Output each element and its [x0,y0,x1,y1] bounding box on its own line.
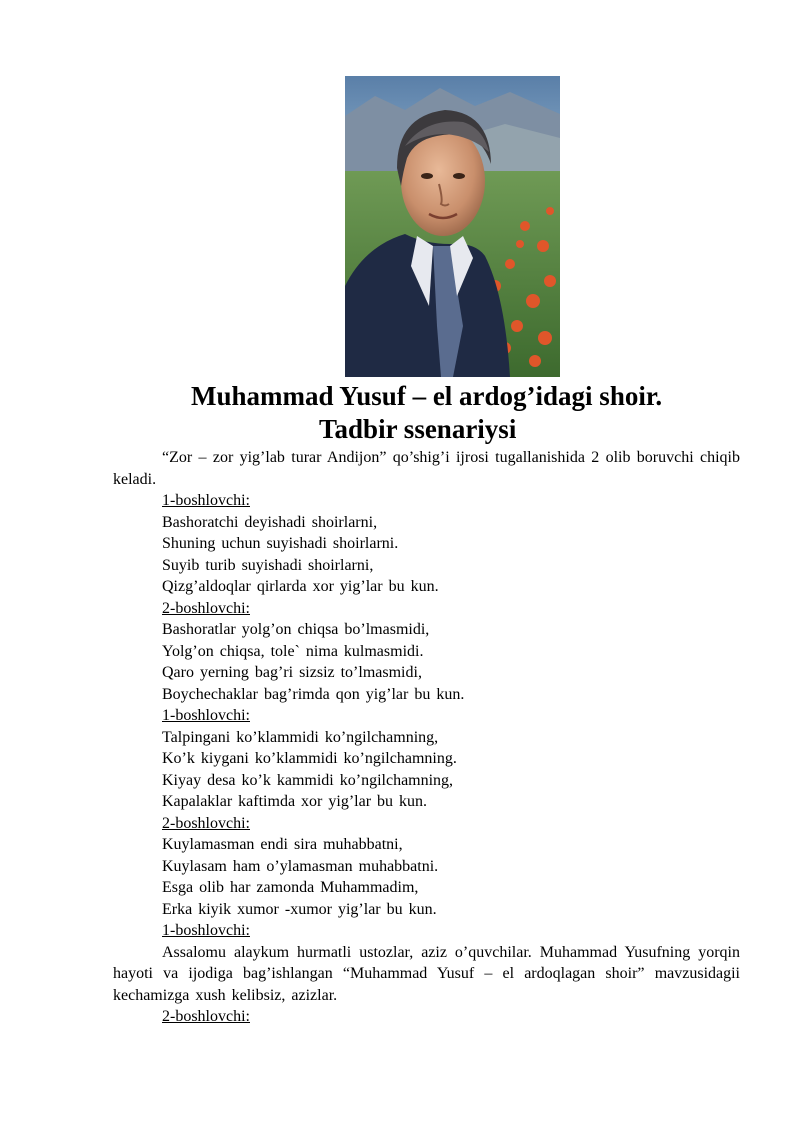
verse-line: Qaro yerning bag’ri sizsiz to’lmasmidi, [162,664,422,681]
speaker-label: 2-boshlovchi: [162,1008,250,1025]
verse-line: Kuylamasman endi sira muhabbatni, [162,836,403,853]
script-body [113,447,740,1028]
portrait-photo [345,76,560,377]
title-line-2: Tadbir ssenariysi [319,414,517,444]
speaker-label: 2-boshlovchi: [162,814,250,832]
speaker-label: 1-boshlovchi: [162,707,250,724]
verse-line: Boychechaklar bag’rimda qon yig’lar bu kun. [162,685,465,703]
speaker-label: 2-boshlovchi: [162,599,250,617]
verse-line: Qizg’aldoqlar qirlarda xor yig’lar bu kun. [162,578,439,595]
title-line-1: Muhammad Yusuf – el ardog’idagi shoir. [191,381,663,411]
speaker-label: 1-boshlovchi: [162,492,250,509]
verse-line: Ko’k kiygani ko’klammidi ko’ngilchamning. [162,750,457,767]
verse-line: Bashoratchi deyishadi shoirlarni, [162,513,378,531]
verse-line: Esga olib har zamonda Muhammadim, [162,879,419,896]
portrait-icon [345,76,560,377]
verse-line: Talpingani ko’klammidi ko’ngilchamning, [162,728,439,746]
verse-line: Bashoratlar yolg’on chiqsa bo’lmasmidi, [162,621,430,638]
verse-line: Kiyay desa ko’k kammidi ko’ngilchamning, [162,771,454,789]
verse-line: Kapalaklar kaftimda xor yig’lar bu kun. [162,793,428,810]
verse-line: Erka kiyik xumor -xumor yig’lar bu kun. [162,900,437,918]
verse-line: Suyib turib suyishadi shoirlarni, [162,556,374,574]
verse-line: Shuning uchun suyishadi shoirlarni. [162,535,399,552]
speaker-label: 1-boshlovchi: [162,922,250,939]
intro-paragraph: “Zor – zor yig’lab turar Andijon” qo’shig’i ijrosi tugallanishida 2 olib boruvchi chiqib keladi. [113,449,740,488]
welcome-paragraph: Assalomu alaykum hurmatli ustozlar, aziz o’quvchilar. Muhammad Yusufning yorqin hayoti va ijodiga bag’ishlangan “Muhammad Yusuf – el ardoqlagan shoir” mavzusidagii kechamizga xush kelibsiz, azizlar. [113,943,740,1004]
verse-line: Kuylasam ham o’ylamasman muhabbatni. [162,857,439,875]
verse-line: Yolg’on chiqsa, tole` nima kulmasmidi. [162,642,424,660]
document-title [0,380,800,446]
